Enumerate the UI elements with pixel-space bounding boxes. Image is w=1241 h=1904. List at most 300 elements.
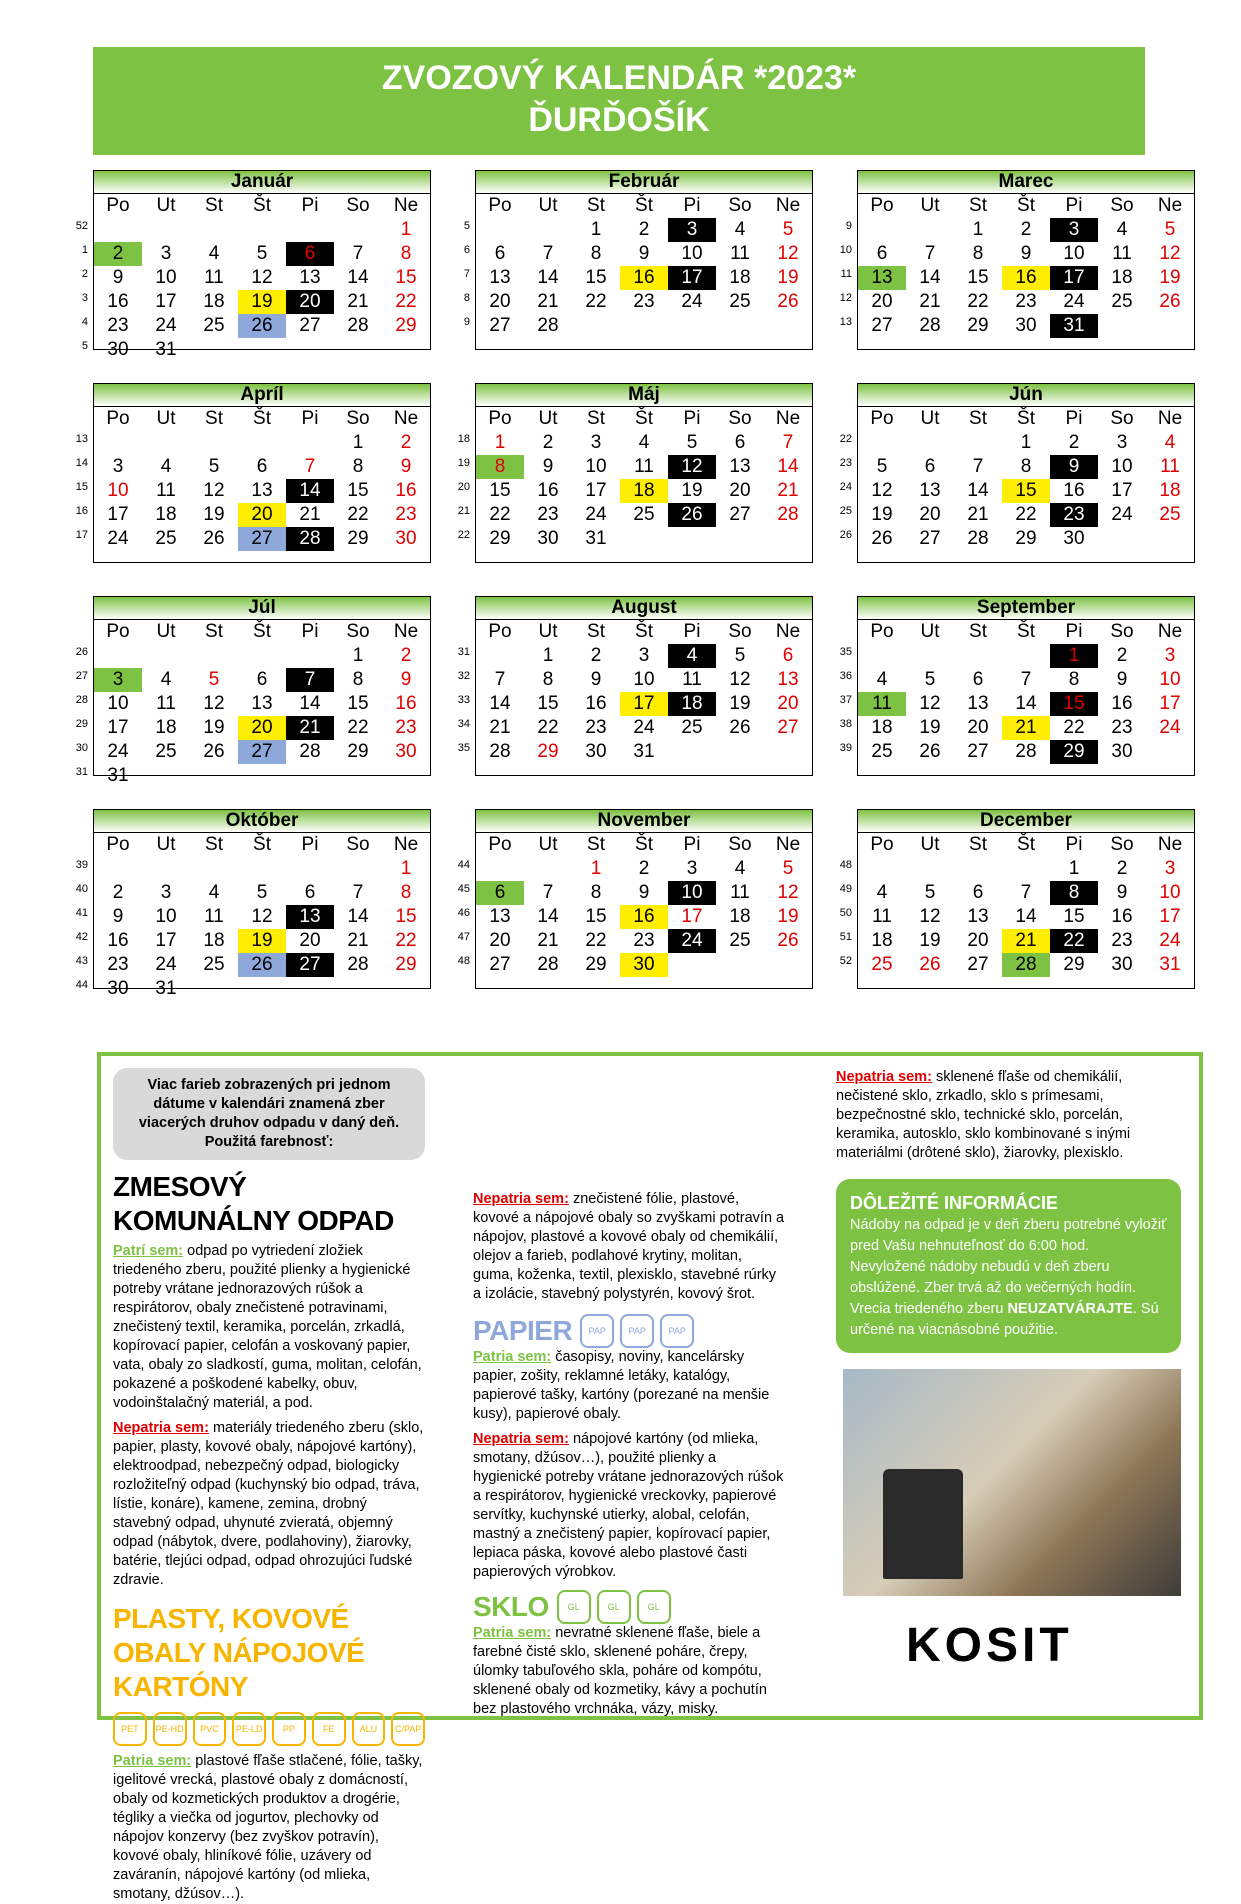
day-cell: 11: [872, 906, 892, 927]
week-row: [94, 644, 430, 668]
day-cell: 23: [395, 717, 417, 738]
day-cell: 11: [156, 693, 176, 714]
day-cell: 13: [967, 693, 989, 714]
info-column-2: [473, 1068, 785, 1719]
day-cell: 29: [585, 954, 607, 975]
patria-label: Patria sem:: [473, 1625, 552, 1641]
day-cell: 6: [304, 882, 316, 903]
weekday-header: [858, 620, 1194, 644]
day-cell: 10: [1159, 669, 1181, 690]
empty-day: [382, 977, 430, 1001]
empty-day: [858, 644, 906, 668]
day-cell: 10: [633, 669, 655, 690]
empty-day: [238, 644, 286, 668]
day-cell: 26: [238, 314, 286, 338]
day-cell: 30: [1015, 315, 1037, 336]
day-cell: 9: [638, 243, 650, 264]
day-cell: 16: [1111, 906, 1133, 927]
day-cell: 26: [919, 741, 941, 762]
weekday-label: Št: [635, 195, 653, 216]
papier-header: [473, 1314, 785, 1348]
day-cell: 9: [112, 267, 124, 288]
day-cell: 12: [871, 480, 893, 501]
empty-day: [668, 314, 716, 338]
weekday-label: St: [587, 834, 605, 855]
day-cell: 2: [638, 858, 650, 879]
weekday-label: Ut: [156, 834, 176, 855]
day-cell: 14: [1015, 906, 1037, 927]
day-cell: 28: [347, 315, 369, 336]
empty-day: [1146, 527, 1194, 551]
week-row: [476, 479, 812, 503]
day-cell: 7: [352, 882, 364, 903]
week-number: 12: [839, 292, 852, 304]
week-number: 44: [75, 979, 88, 991]
empty-day: [858, 431, 906, 455]
day-cell: 2: [1116, 858, 1128, 879]
day-cell: 17: [107, 717, 129, 738]
weekday-header: [476, 194, 812, 218]
day-cell: 27: [967, 741, 989, 762]
waste-bin-illustration: [883, 1469, 963, 1579]
zmesovy-patri: [113, 1242, 425, 1413]
day-cell: 26: [1159, 291, 1181, 312]
empty-day: [94, 218, 142, 242]
recycling-icon: PAP: [580, 1314, 614, 1348]
weekday-label: So: [346, 834, 370, 855]
weekday-label: Ut: [920, 621, 940, 642]
day-cell: 24: [1111, 504, 1133, 525]
weekday-label: St: [969, 408, 987, 429]
day-cell: 19: [238, 929, 286, 953]
weekday-label: Ut: [538, 834, 558, 855]
title-line-2: ĎURĎOŠÍK: [528, 101, 710, 139]
empty-day: [858, 857, 906, 881]
day-cell: 28: [1002, 953, 1050, 977]
day-cell: 5: [256, 882, 268, 903]
day-cell: 27: [489, 954, 511, 975]
day-cell: 7: [304, 456, 316, 477]
weekday-header: [858, 407, 1194, 431]
day-cell: 13: [299, 267, 321, 288]
weekday-label: Št: [253, 408, 271, 429]
week-row: [94, 716, 430, 740]
week-row: [858, 266, 1194, 290]
day-cell: 1: [1050, 644, 1098, 668]
week-row: [94, 953, 430, 977]
day-cell: 2: [542, 432, 554, 453]
week-row: [94, 929, 430, 953]
day-cell: 20: [967, 930, 989, 951]
zmesovy-heading: ZMESOVÝ KOMUNÁLNY ODPAD: [113, 1171, 394, 1236]
day-cell: 3: [160, 243, 172, 264]
empty-day: [764, 953, 812, 977]
day-cell: 17: [155, 291, 177, 312]
day-cell: 12: [203, 693, 225, 714]
month-10: [457, 809, 813, 989]
papier-recycling-icons: [580, 1314, 694, 1348]
month-name: Marec: [858, 171, 1194, 194]
day-cell: 17: [1050, 266, 1098, 290]
weekday-header: [476, 620, 812, 644]
day-cell: 22: [489, 504, 511, 525]
day-cell: 27: [967, 954, 989, 975]
day-cell: 22: [1063, 717, 1085, 738]
empty-day: [572, 314, 620, 338]
day-cell: 5: [208, 669, 220, 690]
day-cell: 27: [777, 717, 799, 738]
day-cell: 10: [1063, 243, 1085, 264]
month-11: [839, 809, 1195, 989]
day-cell: 24: [668, 929, 716, 953]
day-cell: 11: [730, 882, 750, 903]
weekday-label: So: [728, 621, 752, 642]
day-cell: 20: [489, 291, 511, 312]
month-name: Máj: [476, 384, 812, 407]
day-cell: 5: [686, 432, 698, 453]
day-cell: 19: [238, 290, 286, 314]
week-row: [94, 668, 430, 692]
day-cell: 12: [251, 267, 273, 288]
day-cell: 16: [620, 266, 668, 290]
day-cell: 5: [208, 456, 220, 477]
day-cell: 24: [155, 954, 177, 975]
week-row: [858, 857, 1194, 881]
day-cell: 2: [400, 645, 412, 666]
day-cell: 12: [729, 669, 751, 690]
day-cell: 26: [238, 953, 286, 977]
recycling-icon: C/PAP: [391, 1712, 425, 1746]
empty-day: [142, 857, 190, 881]
weekday-label: Ne: [393, 408, 419, 429]
day-cell: 23: [1050, 503, 1098, 527]
sklo-patria: [473, 1624, 785, 1719]
day-cell: 24: [585, 504, 607, 525]
weekday-label: Št: [253, 195, 271, 216]
month-6: [75, 596, 431, 786]
weekday-label: Pi: [1065, 195, 1083, 216]
weekday-label: Št: [1017, 408, 1035, 429]
day-cell: 13: [489, 267, 511, 288]
day-cell: 25: [203, 954, 225, 975]
week-row: [476, 668, 812, 692]
empty-day: [906, 857, 954, 881]
recycling-icon: PAP: [620, 1314, 654, 1348]
day-cell: 12: [251, 906, 273, 927]
day-cell: 7: [972, 456, 984, 477]
week-number: 1: [81, 244, 88, 256]
day-cell: 4: [734, 219, 746, 240]
empty-day: [620, 527, 668, 551]
empty-day: [334, 764, 382, 788]
week-number: 41: [75, 907, 88, 919]
weekday-label: St: [587, 621, 605, 642]
day-cell: 25: [1159, 504, 1181, 525]
day-cell: 28: [286, 527, 334, 551]
day-cell: 28: [967, 528, 989, 549]
week-number: 2: [81, 268, 88, 280]
day-cell: 29: [347, 528, 369, 549]
weekday-label: Po: [488, 621, 512, 642]
week-row: [94, 905, 430, 929]
empty-day: [764, 527, 812, 551]
day-cell: 31: [1050, 314, 1098, 338]
empty-day: [94, 431, 142, 455]
day-cell: 24: [107, 528, 129, 549]
empty-day: [954, 431, 1002, 455]
day-cell: 9: [542, 456, 554, 477]
day-cell: 9: [400, 669, 412, 690]
day-cell: 20: [286, 290, 334, 314]
day-cell: 13: [967, 906, 989, 927]
week-number: 9: [463, 316, 470, 328]
day-cell: 10: [585, 456, 607, 477]
day-cell: 19: [919, 930, 941, 951]
day-cell: 1: [1020, 432, 1032, 453]
day-cell: 17: [1159, 906, 1181, 927]
day-cell: 22: [395, 291, 417, 312]
week-row: [858, 740, 1194, 764]
week-number: 27: [75, 670, 88, 682]
empty-day: [238, 977, 286, 1001]
weekday-label: Po: [870, 408, 894, 429]
empty-day: [668, 740, 716, 764]
day-cell: 8: [400, 243, 412, 264]
day-cell: 15: [585, 906, 607, 927]
day-cell: 5: [256, 243, 268, 264]
empty-day: [906, 218, 954, 242]
empty-day: [382, 764, 430, 788]
day-cell: 1: [352, 432, 364, 453]
day-cell: 11: [1160, 456, 1180, 477]
day-cell: 30: [1063, 528, 1085, 549]
day-cell: 23: [107, 954, 129, 975]
day-cell: 28: [347, 954, 369, 975]
weekday-label: Pi: [1065, 408, 1083, 429]
day-cell: 19: [777, 267, 799, 288]
empty-day: [94, 857, 142, 881]
day-cell: 9: [638, 882, 650, 903]
day-cell: 21: [299, 504, 321, 525]
day-cell: 15: [489, 480, 511, 501]
empty-day: [476, 644, 524, 668]
day-cell: 27: [238, 527, 286, 551]
empty-day: [286, 431, 334, 455]
empty-day: [142, 218, 190, 242]
day-cell: 24: [1063, 291, 1085, 312]
week-number: 47: [457, 931, 470, 943]
day-cell: 31: [155, 339, 177, 360]
day-cell: 21: [489, 717, 511, 738]
papier-nepatria-text: nápojové kartóny (od mlieka, smotany, džúsov…), použité plienky a hygienické potreby vrátane jednorazových rúšok a respirátorov, hygienické vreckovky, papierové servítky, kuchynské utierky, alobal, celofán, mastný a znečistený papier, kopírovací papier, lepiaca páska, kovové alebo plastové časti papierových výrobkov.: [473, 1431, 784, 1580]
week-number: 21: [457, 505, 470, 517]
day-cell: 20: [729, 480, 751, 501]
week-row: [858, 644, 1194, 668]
day-cell: 22: [585, 930, 607, 951]
week-row: [94, 764, 430, 788]
day-cell: 22: [585, 291, 607, 312]
papier-heading: PAPIER: [473, 1315, 573, 1346]
empty-day: [1146, 740, 1194, 764]
sklo-header: [473, 1590, 785, 1624]
day-cell: 1: [590, 219, 602, 240]
empty-day: [1098, 314, 1146, 338]
day-cell: 25: [871, 741, 893, 762]
month-8: [839, 596, 1195, 776]
weekday-label: St: [969, 195, 987, 216]
day-cell: 20: [489, 930, 511, 951]
day-cell: 7: [782, 432, 794, 453]
week-row: [476, 266, 812, 290]
day-cell: 9: [1050, 455, 1098, 479]
day-cell: 21: [347, 291, 369, 312]
day-cell: 4: [638, 432, 650, 453]
empty-day: [1146, 314, 1194, 338]
week-number: 44: [457, 859, 470, 871]
day-cell: 29: [347, 741, 369, 762]
day-cell: 20: [238, 503, 286, 527]
weekday-label: Pi: [683, 834, 701, 855]
day-cell: 28: [777, 504, 799, 525]
empty-day: [476, 857, 524, 881]
weekday-label: Ut: [538, 408, 558, 429]
weekday-label: Ut: [920, 195, 940, 216]
week-row: [476, 929, 812, 953]
day-cell: 29: [967, 315, 989, 336]
zmesovy-nepatria-text: materiály triedeného zberu (sklo, papier, plasty, kovové obaly, nápojové kartóny), elektroodpad, nebezpečný odpad, biologicky rozložiteľný odpad (kuchynský bio odpad, tráva, lístie, konáre), kamene, zemina, drobný stavebný odpad, uhynuté zvieratá, objemný odpad (nábytok, dvere, podlahoviny), žiarovky, batérie, tlejúci odpad, odpad ohrozujúci ľudské zdravie.: [113, 1420, 424, 1588]
day-cell: 30: [395, 741, 417, 762]
day-cell: 2: [590, 645, 602, 666]
plasty-heading: PLASTY, KOVOVÉ OBALY NÁPOJOVÉ KARTÓNY: [113, 1603, 365, 1702]
day-cell: 27: [286, 953, 334, 977]
week-number: 4: [81, 316, 88, 328]
day-cell: 10: [1111, 456, 1133, 477]
week-row: [94, 242, 430, 266]
day-cell: 12: [919, 906, 941, 927]
day-cell: 15: [395, 906, 417, 927]
week-row: [858, 314, 1194, 338]
weekday-label: Ut: [156, 621, 176, 642]
week-number: 5: [81, 340, 88, 352]
day-cell: 29: [537, 741, 559, 762]
month-name: Február: [476, 171, 812, 194]
day-cell: 21: [537, 291, 559, 312]
day-cell: 17: [668, 266, 716, 290]
empty-day: [238, 218, 286, 242]
empty-day: [94, 644, 142, 668]
day-cell: 10: [681, 243, 703, 264]
month-name: December: [858, 810, 1194, 833]
weekday-label: Ut: [538, 195, 558, 216]
day-cell: 1: [542, 645, 554, 666]
papier-patria: [473, 1348, 785, 1424]
week-number: 36: [839, 670, 852, 682]
day-cell: 14: [347, 906, 369, 927]
plasty-patria: [113, 1752, 425, 1904]
day-cell: 16: [1063, 480, 1085, 501]
day-cell: 18: [729, 906, 751, 927]
day-cell: 25: [681, 717, 703, 738]
zmesovy-patri-text: odpad po vytriedení zložiek triedeného zberu, použité plienky a hygienické potreby vrátane jednorazových rúšok a respirátorov, obaly znečistené potravinami, znečistený textil, keramika, porcelán, zrkadlá, kopírovací papier, celofán a voskovaný papier, vata, obaly zo sladkostí, guma, molitan, celofán, pokazené a poškodené kabelky, obuv, vodoinštalačný materiál, a pod.: [113, 1243, 422, 1411]
day-cell: 7: [1020, 882, 1032, 903]
day-cell: 25: [729, 930, 751, 951]
day-cell: 10: [107, 480, 129, 501]
day-cell: 15: [537, 693, 559, 714]
day-cell: 20: [238, 716, 286, 740]
day-cell: 4: [160, 669, 172, 690]
day-cell: 29: [1063, 954, 1085, 975]
recycling-icon: GL: [597, 1590, 631, 1624]
empty-day: [334, 338, 382, 362]
month-name: September: [858, 597, 1194, 620]
empty-day: [382, 338, 430, 362]
weekday-label: Po: [488, 834, 512, 855]
weekday-header: [858, 194, 1194, 218]
weekday-label: Pi: [301, 408, 319, 429]
week-number: 3: [81, 292, 88, 304]
day-cell: 21: [1002, 716, 1050, 740]
weekday-label: So: [1110, 834, 1134, 855]
week-number: 22: [457, 529, 470, 541]
week-number: 50: [839, 907, 852, 919]
empty-day: [906, 431, 954, 455]
day-cell: 28: [919, 315, 941, 336]
weekday-label: So: [346, 195, 370, 216]
day-cell: 2: [1020, 219, 1032, 240]
weekday-label: So: [728, 408, 752, 429]
day-cell: 1: [352, 645, 364, 666]
day-cell: 17: [620, 692, 668, 716]
day-cell: 16: [585, 693, 607, 714]
week-row: [858, 716, 1194, 740]
week-row: [476, 716, 812, 740]
week-row: [94, 503, 430, 527]
day-cell: 30: [107, 978, 129, 999]
sklo-heading: SKLO: [473, 1591, 549, 1622]
week-row: [94, 740, 430, 764]
week-number: 29: [75, 718, 88, 730]
day-cell: 3: [160, 882, 172, 903]
day-cell: 13: [286, 905, 334, 929]
day-cell: 31: [155, 978, 177, 999]
day-cell: 15: [395, 267, 417, 288]
day-cell: 30: [620, 953, 668, 977]
day-cell: 10: [155, 906, 177, 927]
day-cell: 5: [1164, 219, 1176, 240]
day-cell: 20: [777, 693, 799, 714]
week-number: 11: [840, 268, 852, 280]
day-cell: 8: [352, 669, 364, 690]
day-cell: 1: [590, 858, 602, 879]
day-cell: 30: [537, 528, 559, 549]
day-cell: 24: [633, 717, 655, 738]
day-cell: 4: [208, 243, 220, 264]
week-number: 16: [75, 505, 88, 517]
kosit-logo: KOSIT: [906, 1619, 1073, 1672]
nepatria-label: Nepatria sem:: [113, 1420, 209, 1436]
day-cell: 11: [858, 692, 906, 716]
day-cell: 13: [777, 669, 799, 690]
week-number: 19: [457, 457, 470, 469]
week-row: [94, 218, 430, 242]
day-cell: 7: [1020, 669, 1032, 690]
day-cell: 21: [967, 504, 989, 525]
week-row: [94, 527, 430, 551]
day-cell: 18: [1111, 267, 1133, 288]
day-cell: 8: [352, 456, 364, 477]
week-number: 25: [839, 505, 852, 517]
day-cell: 22: [347, 717, 369, 738]
